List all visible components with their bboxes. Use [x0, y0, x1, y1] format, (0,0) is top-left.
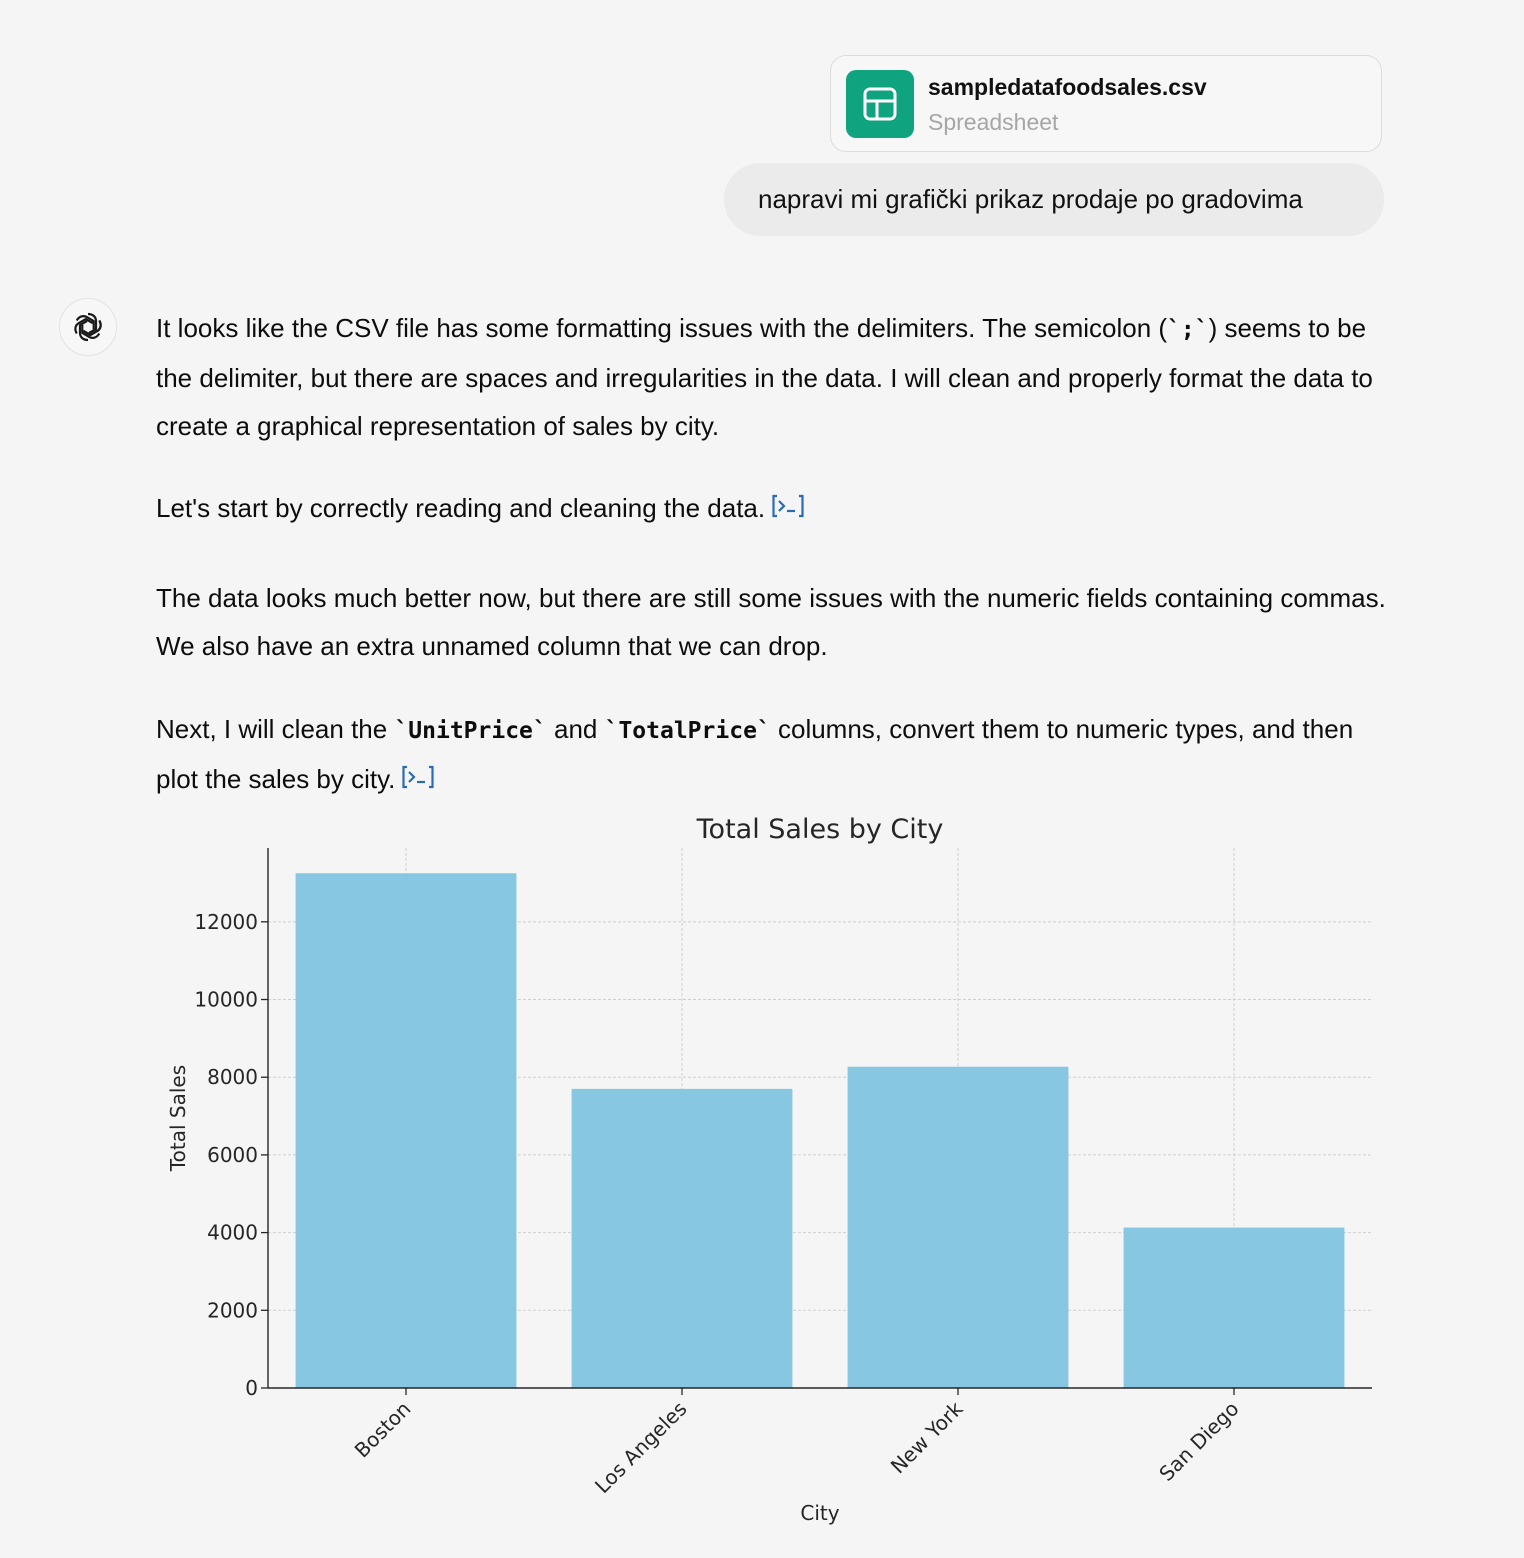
assistant-avatar — [59, 298, 117, 356]
answer-p4-text-b: and — [546, 714, 605, 745]
y-tick-label: 6000 — [207, 1142, 258, 1167]
x-axis-label: City — [800, 1501, 840, 1525]
view-analysis-button-2[interactable] — [401, 757, 435, 805]
x-tick-label: San Diego — [1154, 1396, 1244, 1486]
openai-logo-icon — [71, 310, 105, 344]
chart-title: Total Sales by City — [696, 814, 944, 845]
answer-paragraph-4 — [156, 705, 1396, 805]
answer-p1-text-b: ) seems to be the delimiter, but there are spaces and irregularities in the data. I will clean and properly format the data to create a graphical representation of sales by city. — [156, 313, 1373, 441]
file-attachment-card[interactable] — [830, 55, 1382, 152]
bar-boston — [296, 873, 517, 1388]
bar-san-diego — [1124, 1228, 1345, 1388]
user-message-bubble — [724, 163, 1384, 236]
inline-code-unitprice: `UnitPrice` — [394, 718, 547, 745]
file-name: sampledatafoodsales.csv — [928, 74, 1207, 100]
bar-new-york — [848, 1067, 1069, 1388]
x-tick-label: New York — [885, 1396, 968, 1479]
y-tick-label: 2000 — [207, 1298, 258, 1323]
answer-p4-text-a: Next, I will clean the — [156, 714, 395, 745]
bar-los-angeles — [572, 1089, 793, 1388]
spreadsheet-icon — [846, 70, 914, 138]
y-tick-label: 10000 — [194, 987, 258, 1012]
answer-p2-text: Let's start by correctly reading and cleaning the data. — [156, 493, 766, 523]
answer-paragraph-2 — [156, 484, 1396, 534]
answer-p3-text: The data looks much better now, but there are still some issues with the numeric fields containing commas. We also have an extra unnamed column that we can drop. — [156, 583, 1386, 662]
code-analysis-icon — [771, 493, 805, 519]
x-tick-label: Los Angeles — [590, 1396, 692, 1499]
y-tick-label: 0 — [245, 1376, 258, 1400]
y-axis-label: Total Sales — [166, 1064, 190, 1172]
answer-paragraph-3 — [156, 574, 1396, 670]
y-tick-label: 8000 — [207, 1065, 258, 1090]
answer-p4-text-c: columns, convert them to numeric types, and then plot the sales by city. — [156, 714, 1354, 795]
y-tick-label: 12000 — [194, 909, 258, 934]
answer-p1-text-a: It looks like the CSV file has some formatting issues with the delimiters. The semicolon ( — [156, 313, 1168, 343]
y-tick-label: 4000 — [207, 1220, 258, 1245]
user-message-text: napravi mi grafički prikaz prodaje po gradovima — [758, 184, 1303, 214]
x-tick-label: Boston — [349, 1396, 416, 1463]
inline-code-totalprice: `TotalPrice` — [604, 718, 771, 745]
assistant-message — [156, 304, 1396, 805]
inline-code-semicolon: `;` — [1167, 317, 1209, 343]
code-analysis-icon — [401, 764, 435, 790]
view-analysis-button-1[interactable] — [771, 486, 805, 534]
sales-by-city-chart — [150, 806, 1390, 1536]
answer-paragraph-1 — [156, 304, 1396, 450]
file-type-label: Spreadsheet — [928, 109, 1059, 135]
